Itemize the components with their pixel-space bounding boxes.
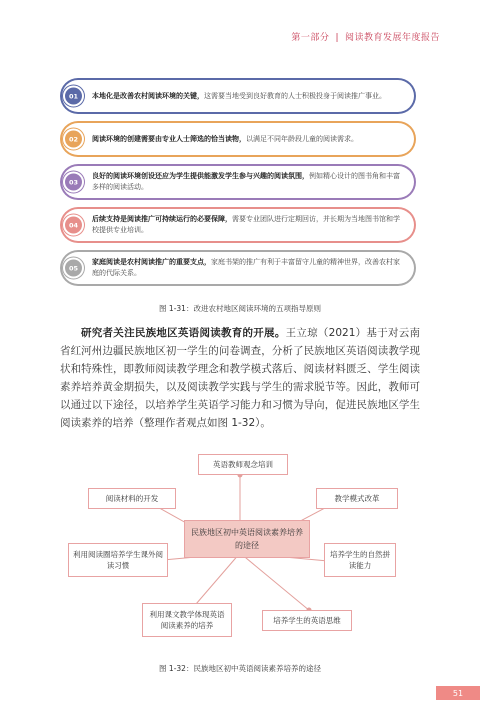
connector-bottom-right (240, 553, 310, 611)
header-title: 阅读教育发展年度报告 (344, 33, 440, 43)
figure-caption-1-31: 图 1-31：改进农村地区阅读环境的五项指导原则 (159, 304, 321, 313)
principle-text (92, 171, 404, 193)
principle-key-point: 家庭阅读是农村阅读推广的重要支点， (92, 258, 211, 266)
principle-key-point: 阅读环境的创建需要由专业人士筛选的恰当读物， (92, 134, 246, 143)
principle-card-2 (60, 121, 416, 157)
principle-text (92, 91, 386, 102)
pathway-diagram (50, 448, 430, 658)
diagram-center-topic: 民族地区初中英语阅读素养培养的途径 (184, 520, 310, 558)
principle-key-point: 后续支持是阅读推广可持续运行的必要保障， (92, 215, 232, 223)
principle-number-badge: 02 (65, 131, 82, 148)
header-part: 第一部分 (291, 33, 330, 43)
principle-card-3 (60, 164, 416, 200)
principle-card-5 (60, 250, 416, 286)
body-paragraph (60, 324, 420, 432)
principle-number-badge: 03 (65, 174, 82, 191)
node-teaching-reform: 教学模式改革 (316, 488, 398, 509)
principle-card-4 (60, 207, 416, 243)
principle-number-badge: 01 (65, 88, 82, 105)
node-teacher-training: 英语教师观念培训 (198, 454, 288, 475)
paragraph-text: 王立琼（2021）基于对云南省红河州边疆民族地区初一学生的问卷调查，分析了民族地区英语阅读教学现状和特殊性，即教师阅读教学理念和教学模式落后、阅读材料匮乏、学生阅读素养培养黄金期损失，以及阅读教学实践与学生的需求脱节等。因此，教师可以通过以下途径，以培养学生英语学习能力和习惯为导向，促进民族地区学生阅读素养的培养（整理作者观点如图 1-32）。 (60, 327, 420, 429)
page-number: 51 (436, 686, 480, 700)
principle-detail: 需要专业团队进行定期回访，并长期为当地图书馆和学校提供专业培训。 (92, 215, 400, 234)
principle-text (92, 214, 404, 236)
principle-detail: 例如精心设计的图书角和丰富多样的阅读活动。 (92, 172, 400, 191)
principle-detail: 家庭书架的推广有利于丰富留守儿童的精神世界，改善农村家庭的代际关系。 (92, 258, 400, 277)
figure-caption-1-32: 图 1-32：民族地区初中英语阅读素养培养的途径 (159, 664, 321, 673)
node-textbook-teaching: 利用课文教学体现英语阅读素养的培养 (142, 603, 232, 637)
principle-text (92, 134, 358, 145)
principle-number-badge: 05 (65, 260, 82, 277)
principle-number-badge: 04 (65, 217, 82, 234)
running-header (291, 30, 440, 43)
node-phonics: 培养学生的自然拼读能力 (324, 543, 396, 577)
node-reading-circle: 利用阅读圈培养学生课外阅读习惯 (68, 543, 168, 577)
node-material-development: 阅读材料的开发 (88, 488, 176, 509)
node-english-thinking: 培养学生的英语思维 (262, 610, 352, 631)
principle-text (92, 257, 404, 279)
principle-key-point: 本地化是改善农村阅读环境的关键， (92, 91, 204, 100)
principle-detail: 以满足不同年龄段儿童的阅读需求。 (246, 134, 358, 143)
paragraph-lead: 研究者关注民族地区英语阅读教育的开展。 (81, 327, 286, 339)
principles-list (60, 78, 416, 293)
principle-card-1 (60, 78, 416, 114)
principle-detail: 这需要当地受到良好教育的人士积极投身于阅读推广事业。 (204, 91, 386, 100)
principle-key-point: 良好的阅读环境创设还应为学生提供能激发学生参与兴趣的阅读氛围， (92, 172, 309, 180)
header-separator: | (335, 33, 339, 43)
